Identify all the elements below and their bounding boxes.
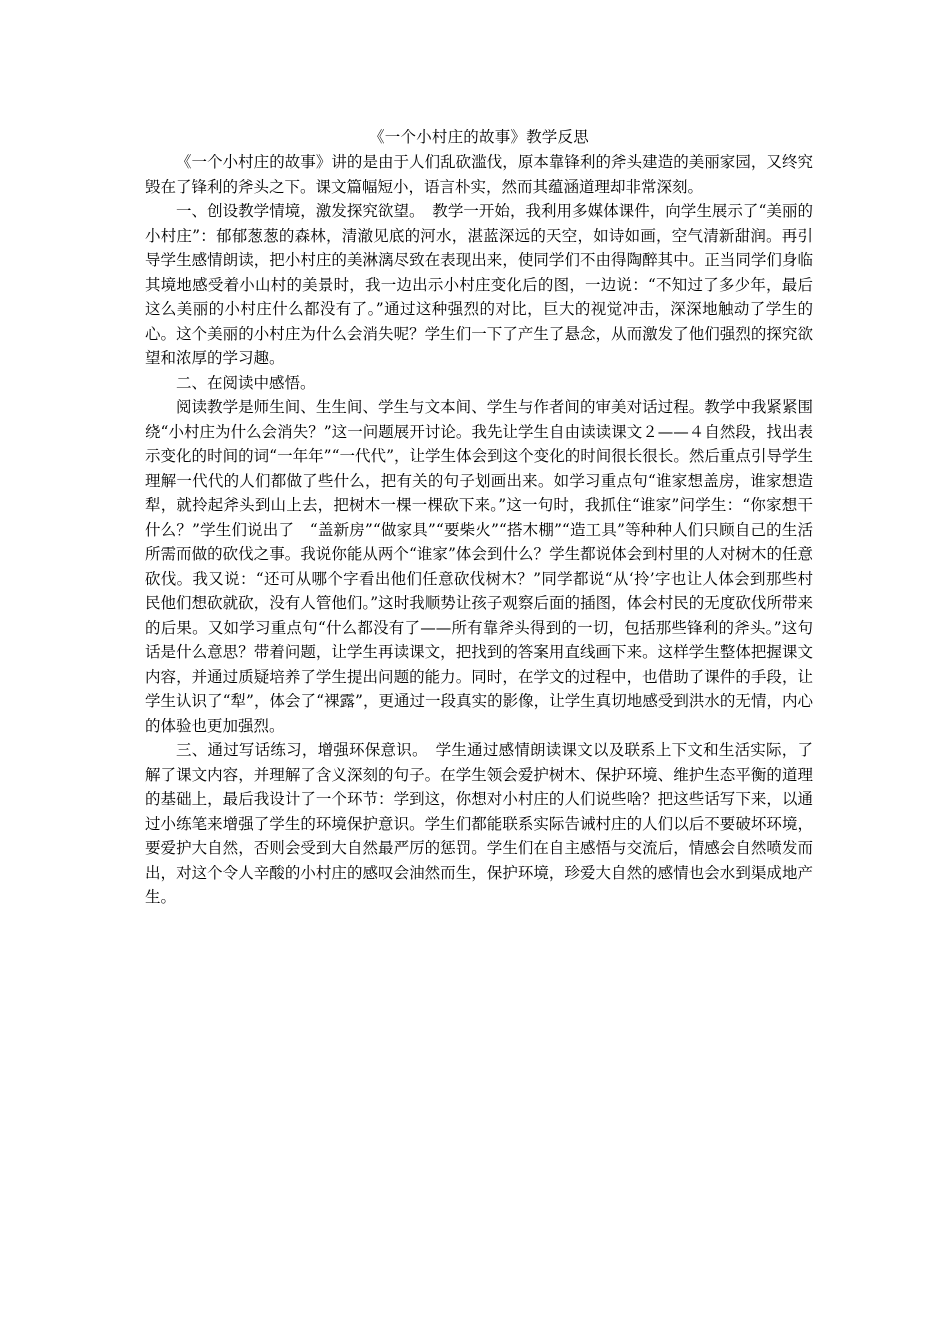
document-page	[145, 126, 813, 910]
paragraph-intro: 《一个小村庄的故事》讲的是由于人们乱砍滥伐，原本靠锋利的斧头建造的美丽家园，又终究毁在了锋利的斧头之下。课文篇幅短小，语言朴实，然而其蕴涵道理却非常深刻。	[145, 153, 813, 196]
paragraph-section-two-heading: 二、在阅读中感悟。	[176, 373, 316, 392]
paragraph-section-three: 三、通过写话练习，增强环保意识。 学生通过感情朗读课文以及联系上下文和生活实际，了解了课文内容，并理解了含义深刻的句子。在学生领会爱护树木、保护环境、维护生态平衡的道理的基础上，最后我设计了一个环节：学到这，你想对小村庄的人们说些啥？把这些话写下来，以通过小练笔来增强了学生的环境保护意识。学生们都能联系实际告诫村庄的人们以后不要破坏环境，要爱护大自然，否则会受到大自然最严厉的惩罚。学生们在自主感悟与交流后，情感会自然喷发而出，对这个令人辛酸的小村庄的感叹会油然而生，保护环境，珍爱大自然的感情也会水到渠成地产生。	[145, 741, 813, 906]
paragraph-section-two-body: 阅读教学是师生间、生生间、学生与文本间、学生与作者间的审美对话过程。教学中我紧紧围绕“小村庄为什么会消失？”这一问题展开讨论。我先让学生自由读读课文２——４自然段，找出表示变化的时间的词“一年年”“一代代”，让学生体会到这个变化的时间很长很长。然后重点引导学生理解一代代的人们都做了些什么，把有关的句子划画出来。如学习重点句“谁家想盖房，谁家想造犁，就拎起斧头到山上去，把树木一棵一棵砍下来。”这一句时，我抓住“谁家”问学生：“你家想干什么？”学生们说出了 “盖新房”“做家具”“要柴火”“搭木棚”“造工具”等种种人们只顾自己的生活所需而做的砍伐之事。我说你能从两个“谁家”体会到什么？学生都说体会到村里的人对树木的任意砍伐。我又说：“还可从哪个字看出他们任意砍伐树木？”同学都说“从‘拎’字也让人体会到那些村民他们想砍就砍，没有人管他们。”这时我顺势让孩子观察后面的插图，体会村民的无度砍伐所带来的后果。又如学习重点句“什么都没有了——所有靠斧头得到的一切，包括那些锋利的斧头。”这句话是什么意思？带着问题，让学生再读课文，把找到的答案用直线画下来。这样学生整体把握课文内容，并通过质疑培养了学生提出问题的能力。同时，在学文的过程中，也借助了课件的手段，让学生认识了“犁”，体会了“裸露”，更通过一段真实的影像，让学生真切地感受到洪水的无情，内心的体验也更加强烈。	[145, 398, 813, 735]
paragraph-section-one: 一、创设教学情境，激发探究欲望。 教学一开始，我利用多媒体课件，向学生展示了“美丽的小村庄”：郁郁葱葱的森林，清澈见底的河水，湛蓝深远的天空，如诗如画，空气清新甜润。再引导学生感情朗读，把小村庄的美淋漓尽致在表现出来，使同学们不由得陶醉其中。正当同学们身临其境地感受着小山村的美景时，我一边出示小村庄变化后的图，一边说：“不知过了多少年，最后这么美丽的小村庄什么都没有了。”通过这种强烈的对比，巨大的视觉冲击，深深地触动了学生的心。这个美丽的小村庄为什么会消失呢？学生们一下了产生了悬念，从而激发了他们强烈的探究欲望和浓厚的学习趣。	[145, 202, 813, 367]
document-title: 《一个小村庄的故事》教学反思	[369, 128, 589, 146]
